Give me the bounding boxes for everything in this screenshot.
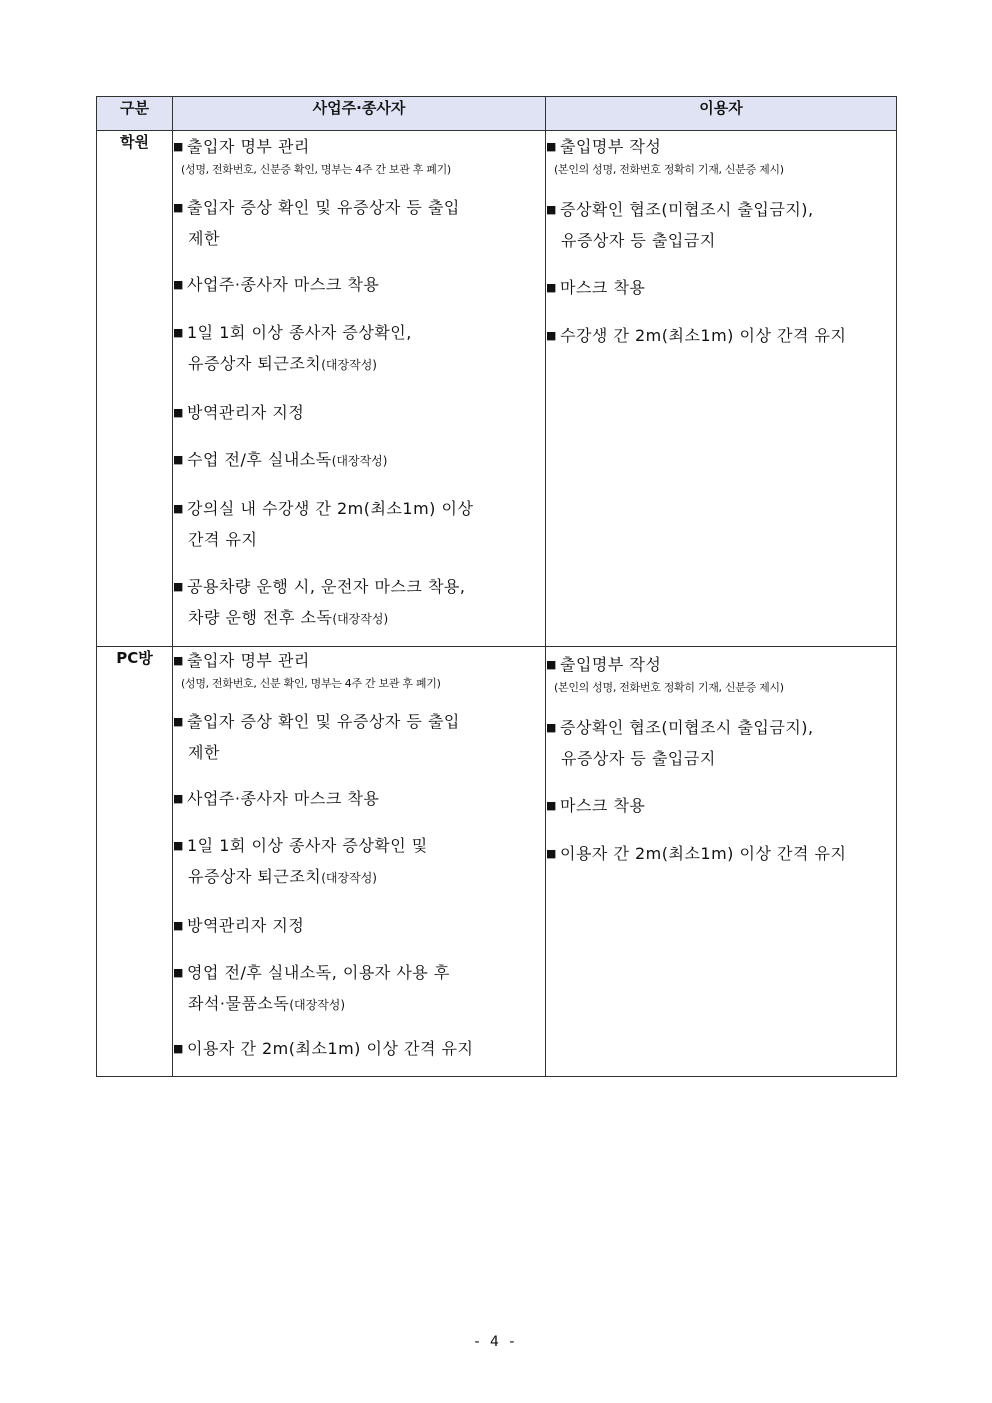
list-item: ■ 방역관리자 지정 bbox=[173, 397, 545, 428]
list-item: ■ 1일 1회 이상 종사자 증상확인, 유증상자 퇴근조치(대장작성) bbox=[173, 317, 545, 381]
item-note: (성명, 전화번호, 신분 확인, 명부는 4주 간 보관 후 폐기) bbox=[181, 677, 441, 690]
section-row-pc-room bbox=[97, 647, 897, 1077]
list-item: ■ 사업주·종사자 마스크 착용 bbox=[173, 783, 545, 814]
square-bullet-icon: ■ bbox=[173, 839, 184, 852]
square-bullet-icon: ■ bbox=[173, 453, 184, 466]
user-cell bbox=[546, 131, 897, 647]
guideline-table bbox=[96, 96, 897, 1077]
list-item: ■ 1일 1회 이상 종사자 증상확인 및 유증상자 퇴근조치(대장작성) bbox=[173, 830, 545, 894]
item-note: (본인의 성명, 전화번호 정확히 기재, 신분증 제시) bbox=[554, 681, 784, 694]
square-bullet-icon: ■ bbox=[173, 715, 184, 728]
square-bullet-icon: ■ bbox=[173, 1042, 184, 1055]
square-bullet-icon: ■ bbox=[173, 580, 184, 593]
item-note: (성명, 전화번호, 신분증 확인, 명부는 4주 간 보관 후 폐기) bbox=[181, 163, 451, 176]
square-bullet-icon: ■ bbox=[546, 721, 557, 734]
square-bullet-icon: ■ bbox=[173, 406, 184, 419]
square-bullet-icon: ■ bbox=[173, 326, 184, 339]
square-bullet-icon: ■ bbox=[173, 966, 184, 979]
list-item: ■ 이용자 간 2m(최소1m) 이상 간격 유지 bbox=[173, 1033, 545, 1064]
square-bullet-icon: ■ bbox=[173, 792, 184, 805]
page-number: - 4 - bbox=[474, 1334, 518, 1350]
square-bullet-icon: ■ bbox=[546, 847, 557, 860]
list-item: ■ 공용차량 운행 시, 운전자 마스크 착용, 차량 운행 전후 소독(대장작성) bbox=[173, 571, 545, 635]
square-bullet-icon: ■ bbox=[173, 502, 184, 515]
category-cell: PC방 bbox=[97, 647, 173, 1077]
list-item: ■ 출입자 증상 확인 및 유증상자 등 출입 제한 bbox=[173, 192, 545, 254]
square-bullet-icon: ■ bbox=[546, 140, 557, 153]
square-bullet-icon: ■ bbox=[546, 329, 557, 342]
list-item: ■ 출입명부 작성 (본인의 성명, 전화번호 정확히 기재, 신분증 제시) bbox=[546, 649, 896, 696]
header-row bbox=[97, 97, 897, 131]
list-item: ■ 이용자 간 2m(최소1m) 이상 간격 유지 bbox=[546, 838, 896, 869]
square-bullet-icon: ■ bbox=[173, 140, 184, 153]
square-bullet-icon: ■ bbox=[173, 201, 184, 214]
list-item: ■ 증상확인 협조(미협조시 출입금지), 유증상자 등 출입금지 bbox=[546, 194, 896, 256]
square-bullet-icon: ■ bbox=[546, 799, 557, 812]
category-cell: 학원 bbox=[97, 131, 173, 647]
square-bullet-icon: ■ bbox=[546, 281, 557, 294]
list-item: ■ 강의실 내 수강생 간 2m(최소1m) 이상 간격 유지 bbox=[173, 493, 545, 555]
list-item: ■ 출입자 명부 관리 (성명, 전화번호, 신분 확인, 명부는 4주 간 보관 후 폐기) bbox=[173, 645, 545, 692]
header-user: 이용자 bbox=[546, 97, 897, 131]
list-item: ■ 수업 전/후 실내소독(대장작성) bbox=[173, 444, 545, 477]
list-item: ■ 출입자 증상 확인 및 유증상자 등 출입 제한 bbox=[173, 706, 545, 768]
square-bullet-icon: ■ bbox=[546, 658, 557, 671]
list-item: ■ 방역관리자 지정 bbox=[173, 910, 545, 941]
square-bullet-icon: ■ bbox=[173, 278, 184, 291]
list-item: ■ 마스크 착용 bbox=[546, 272, 896, 303]
list-item: ■ 영업 전/후 실내소독, 이용자 사용 후 좌석·물품소독(대장작성) bbox=[173, 957, 545, 1021]
business-cell bbox=[173, 647, 546, 1077]
square-bullet-icon: ■ bbox=[546, 203, 557, 216]
square-bullet-icon: ■ bbox=[173, 654, 184, 667]
user-cell bbox=[546, 647, 897, 1077]
list-item: ■ 마스크 착용 bbox=[546, 790, 896, 821]
square-bullet-icon: ■ bbox=[173, 919, 184, 932]
list-item: ■ 수강생 간 2m(최소1m) 이상 간격 유지 bbox=[546, 320, 896, 351]
item-note: (본인의 성명, 전화번호 정확히 기재, 신분증 제시) bbox=[554, 163, 784, 176]
list-item: ■ 증상확인 협조(미협조시 출입금지), 유증상자 등 출입금지 bbox=[546, 712, 896, 774]
header-category: 구분 bbox=[97, 97, 173, 131]
list-item: ■ 출입자 명부 관리 (성명, 전화번호, 신분증 확인, 명부는 4주 간 보관 후 폐기) bbox=[173, 131, 545, 178]
section-row-academy bbox=[97, 131, 897, 647]
header-business: 사업주·종사자 bbox=[173, 97, 546, 131]
business-cell bbox=[173, 131, 546, 647]
list-item: ■ 출입명부 작성 (본인의 성명, 전화번호 정확히 기재, 신분증 제시) bbox=[546, 131, 896, 178]
list-item: ■ 사업주·종사자 마스크 착용 bbox=[173, 269, 545, 300]
